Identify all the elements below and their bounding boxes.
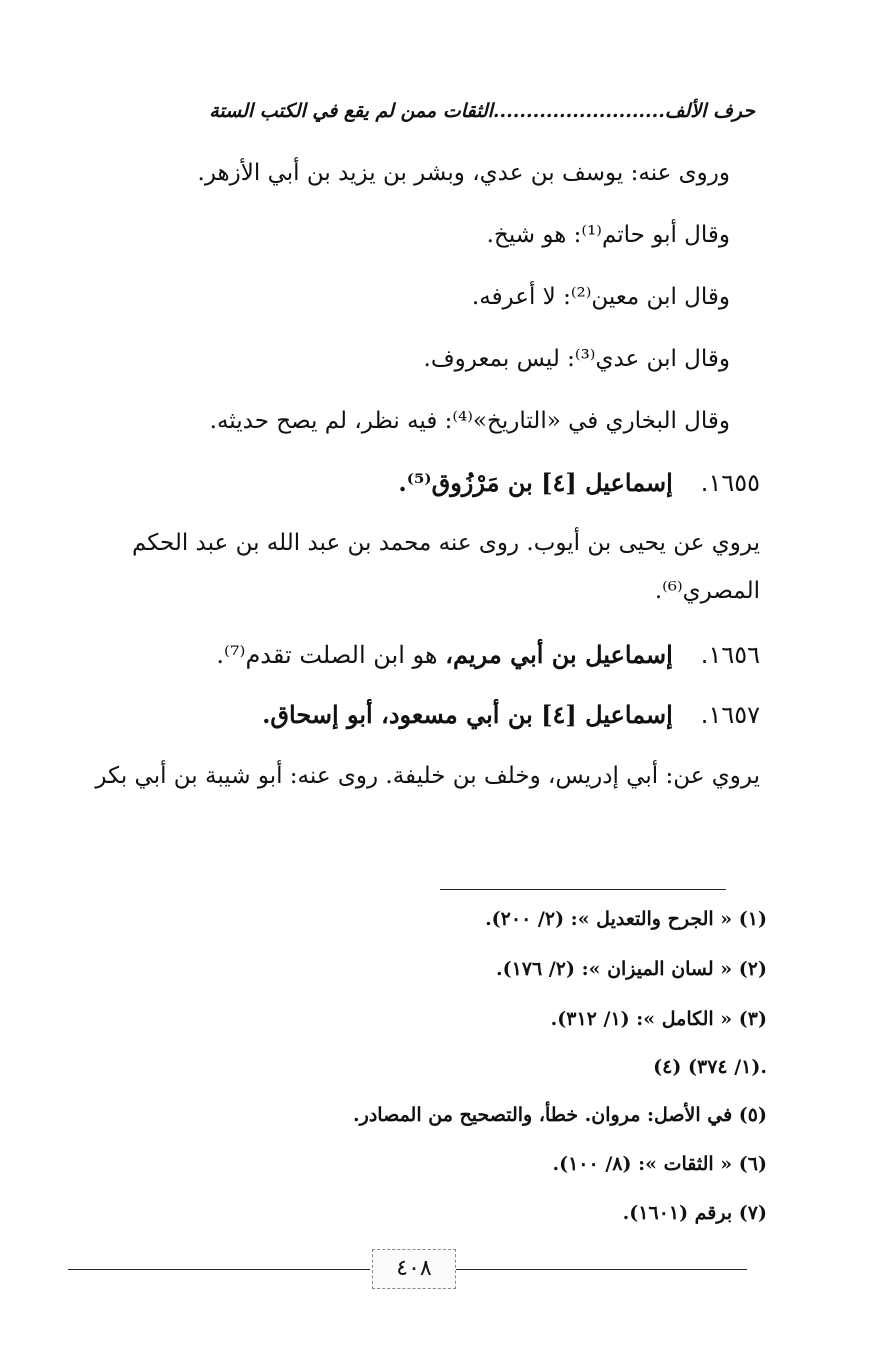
footnote-item: (٢) « لسان الميزان »: (٢/ ١٧٦). xyxy=(495,958,767,980)
entry-number: ١٦٥٥. xyxy=(700,469,760,497)
entry-name: إسماعيل بن أبي مريم، xyxy=(445,640,673,669)
paragraph-line: يروي عن يحيى بن أيوب. روى عنه محمد بن عبد الله بن عبد الحكم xyxy=(131,530,760,556)
text-line: وقال ابن عدي⁽³⁾: ليس بمعروف. xyxy=(423,346,730,372)
footnote-item: (٣) « الكامل »: (١/ ٣١٢). xyxy=(550,1008,767,1030)
page-number-box xyxy=(372,1249,456,1289)
entry-1657 xyxy=(262,700,760,729)
entry-number: ١٦٥٧. xyxy=(700,701,760,729)
text-line: وقال أبو حاتم⁽¹⁾: هو شيخ. xyxy=(486,222,730,248)
footnote-item: (٦) « الثقات »: (٨/ ١٠٠). xyxy=(552,1153,767,1175)
entry-number: ١٦٥٦. xyxy=(700,641,760,669)
running-header: حرف الألف..........................الثقات ممن لم يقع في الكتب الستة xyxy=(209,100,755,122)
paragraph-line: المصري⁽⁶⁾. xyxy=(654,578,760,604)
text-line: وروى عنه: يوسف بن عدي، وبشر بن يزيد بن أبي الأزهر. xyxy=(197,160,730,186)
bottom-rule-right xyxy=(455,1269,747,1270)
text-line: وقال البخاري في «التاريخ»⁽⁴⁾: فيه نظر، لم يصح حديثه. xyxy=(209,408,730,434)
entry-remark: هو ابن الصلت تقدم⁽⁷⁾. xyxy=(216,641,446,669)
entry-1656 xyxy=(216,640,760,669)
footnote-item: (١) « الجرح والتعديل »: (٢/ ٢٠٠). xyxy=(485,908,767,930)
entry-1655 xyxy=(398,468,760,497)
bottom-rule-left xyxy=(68,1269,370,1270)
paragraph-line: يروي عن: أبي إدريس، وخلف بن خليفة. روى عنه: أبو شيبة بن أبي بكر xyxy=(95,763,760,789)
entry-name: إسماعيل [٤] بن مَرْزُوق⁽⁵⁾. xyxy=(398,468,673,497)
footnote-separator xyxy=(440,889,726,890)
footnote-item: (٤) (١/ ٣٧٤). xyxy=(653,1056,767,1078)
footnote-item: (٥) في الأصل: مروان. خطأ، والتصحيح من المصادر. xyxy=(353,1104,767,1126)
page-number: ٤٠٨ xyxy=(396,1256,432,1281)
entry-name: إسماعيل [٤] بن أبي مسعود، أبو إسحاق. xyxy=(262,700,673,729)
text-line: وقال ابن معين⁽²⁾: لا أعرفه. xyxy=(471,284,730,310)
footnote-item: (٧) برقم (١٦٠١). xyxy=(622,1202,767,1224)
